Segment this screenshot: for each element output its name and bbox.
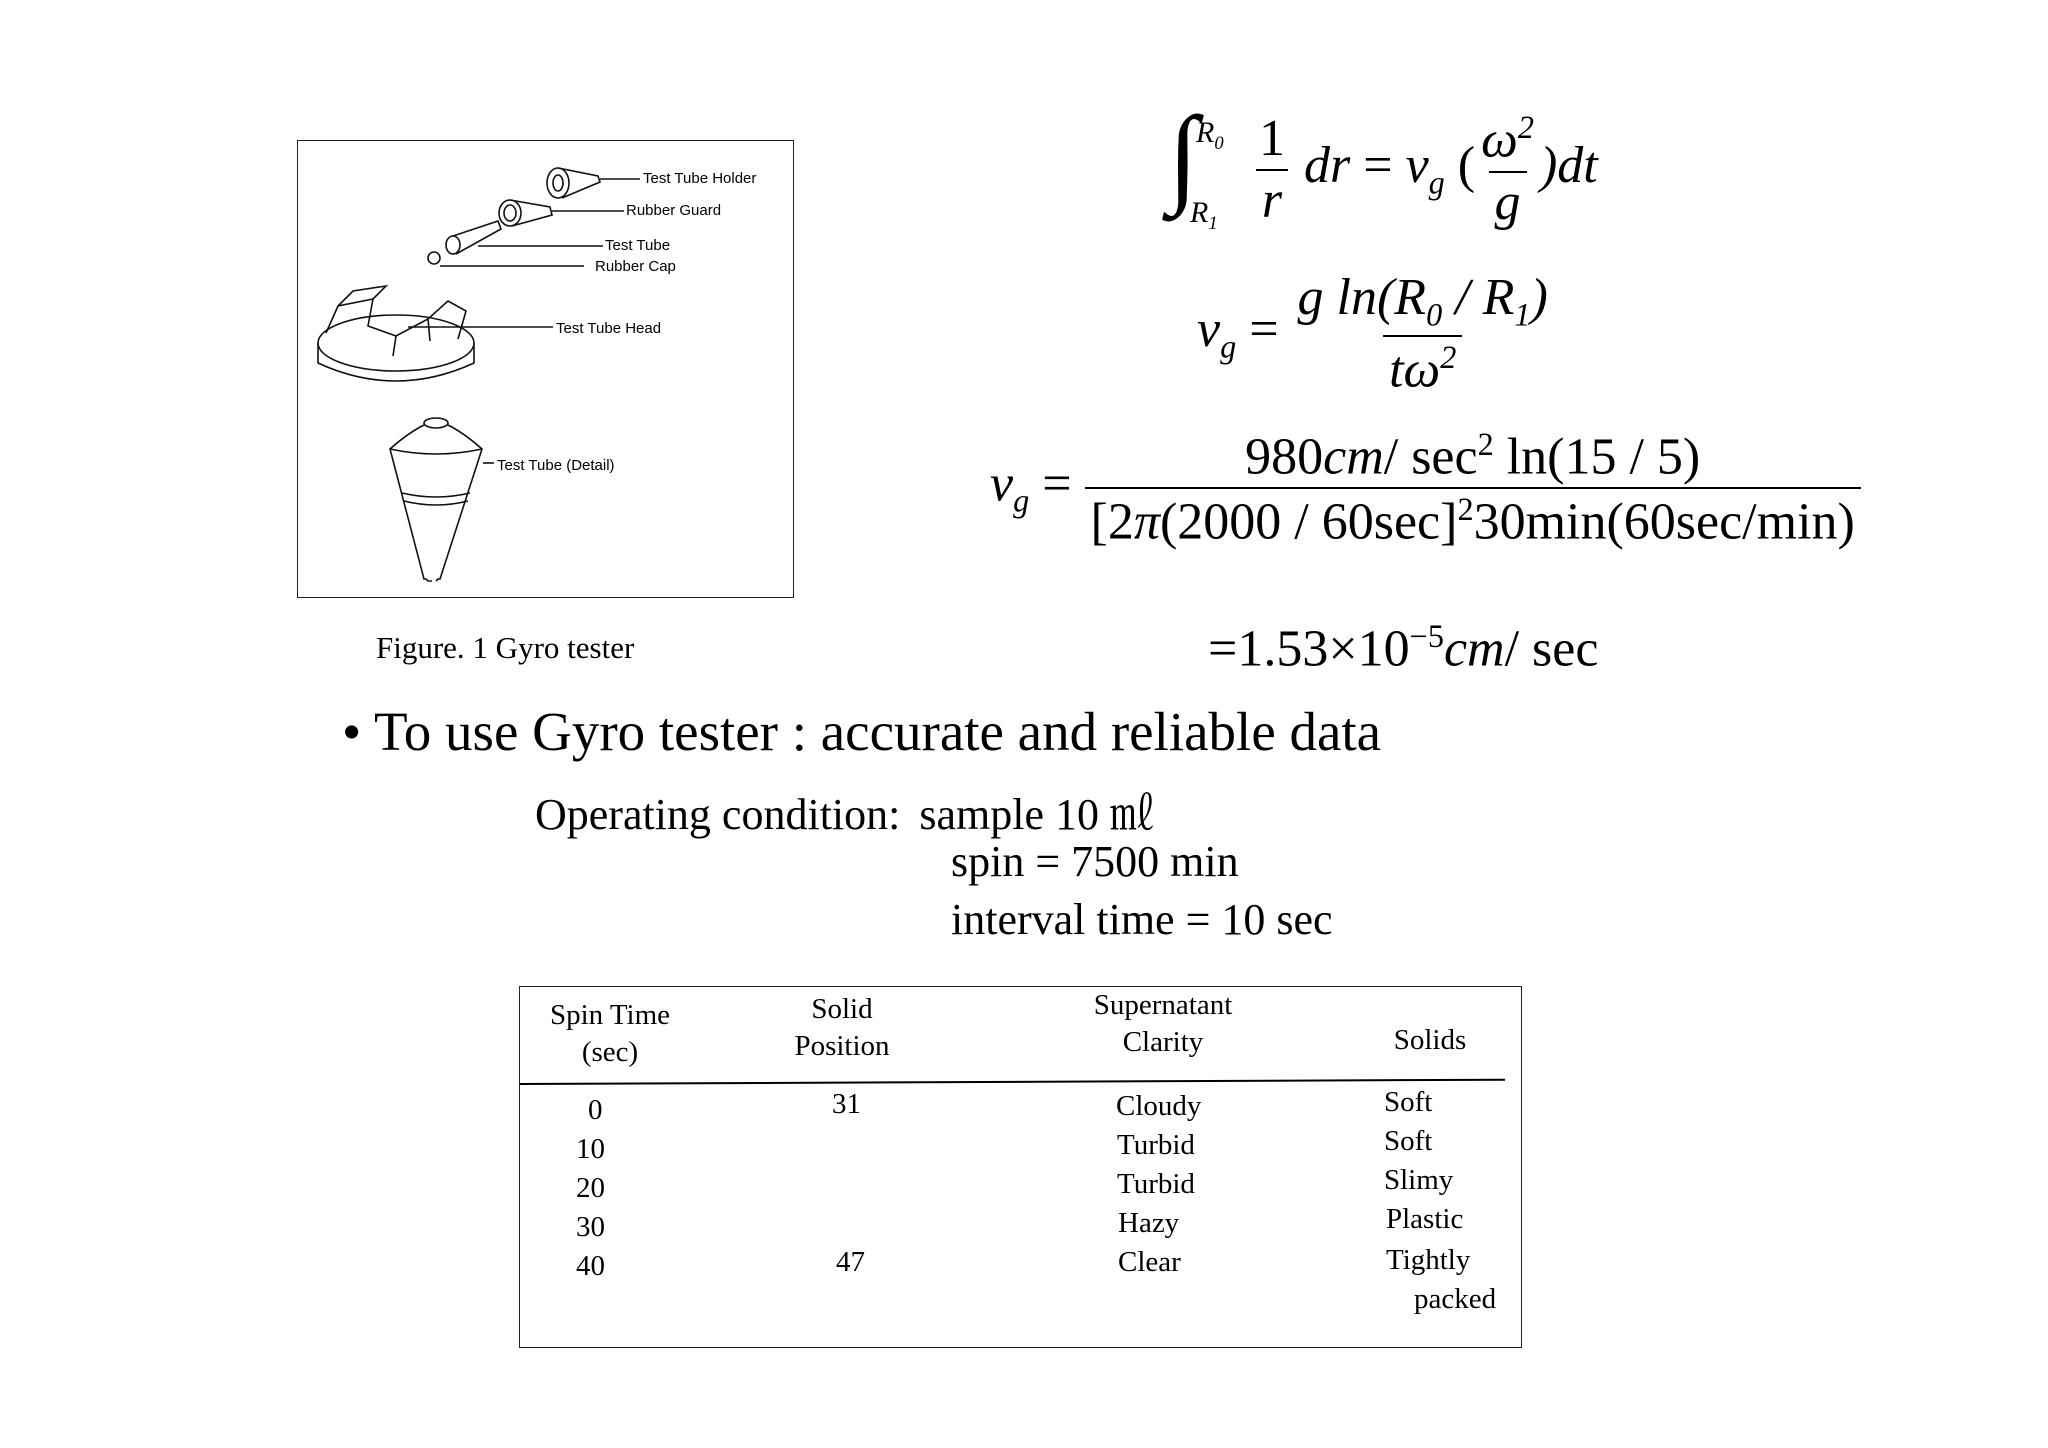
cell-time: 30	[576, 1211, 605, 1243]
bullet-point	[342, 700, 1381, 763]
cell-clarity: Turbid	[1117, 1129, 1195, 1161]
cell-clarity: Turbid	[1117, 1168, 1195, 1200]
cell-solids: Soft	[1384, 1086, 1433, 1118]
bullet-symbol: •	[342, 701, 362, 762]
table-row	[520, 1203, 1520, 1247]
table-row	[520, 1244, 1520, 1315]
rubber-guard-drawing	[499, 200, 624, 226]
one-over-r-fraction: $\frac{1}{r}$	[1253, 113, 1291, 227]
velocity-fraction: $\frac{g \ln(R_0 / R_1)}{t\omega^2}$	[1297, 269, 1548, 398]
cell-solids-continued: packed	[1414, 1283, 1497, 1315]
cell-time: 0	[588, 1094, 603, 1126]
spin-test-table	[519, 986, 1522, 1348]
rubber-cap-label: Rubber Cap	[595, 258, 676, 275]
cell-time: 20	[576, 1172, 605, 1204]
cell-solids: Soft	[1384, 1125, 1433, 1157]
test-tube-drawing	[446, 221, 603, 254]
operating-condition-label: Operating condition:	[535, 790, 901, 839]
cell-position: 47	[836, 1246, 865, 1278]
test-tube-label: Test Tube	[605, 237, 671, 254]
omega-squared-over-g-fraction: $\frac{\omega^2}{g}$	[1481, 109, 1534, 231]
equation-result: $=1.53\times 10^{-5}cm/$ sec	[1208, 618, 1599, 678]
header-spin-time: Spin Time (sec)	[549, 999, 671, 1068]
interval-condition: interval time = 10 sec	[951, 895, 1333, 944]
sample-condition: sample 10 ㎖	[919, 790, 1155, 839]
header-solid-position: Solid Position	[794, 993, 890, 1062]
cell-time: 10	[576, 1133, 605, 1165]
cell-clarity: Hazy	[1118, 1207, 1180, 1239]
test-tube-holder-drawing	[547, 168, 640, 198]
equation-integral: ∫ $R_0$ $R_1$ $\frac{1}{r}$ dr = $v_g$ ( $\frac{\omega^2}{g}$ )dt	[1168, 100, 1598, 240]
figure-caption: Figure. 1 Gyro tester	[376, 630, 635, 665]
cell-clarity: Cloudy	[1116, 1090, 1202, 1122]
table-divider	[520, 1079, 1505, 1085]
test-tube-holder-label: Test Tube Holder	[643, 170, 757, 187]
test-tube-detail-label: Test Tube (Detail)	[497, 457, 615, 474]
gyro-tester-figure	[297, 140, 794, 598]
cell-solids: Slimy	[1384, 1164, 1454, 1196]
header-solids: Solids	[1393, 1024, 1467, 1056]
cell-time: 40	[576, 1250, 605, 1282]
cell-position: 31	[832, 1088, 861, 1120]
test-tube-head-drawing	[318, 286, 553, 381]
table-row	[520, 1125, 1520, 1169]
cell-solids: Plastic	[1386, 1203, 1464, 1235]
spin-condition: spin = 7500 min	[951, 837, 1239, 886]
substitution-fraction: $\frac{980cm/ \sec^2 \ln(15 / 5)}{[2\pi(2000 / 60\sec]^230\min(60\sec/\min)}$	[1085, 428, 1861, 549]
header-supernatant-clarity: Supernatant Clarity	[1093, 989, 1233, 1058]
test-tube-detail-drawing	[390, 418, 494, 581]
cell-solids: Tightly	[1386, 1244, 1471, 1276]
table-row	[520, 1086, 1520, 1130]
test-tube-head-label: Test Tube Head	[556, 320, 662, 337]
rubber-guard-label: Rubber Guard	[626, 202, 722, 219]
equation-velocity: $v_g$ = $\frac{g \ln(R_0 / R_1)}{t\omega^2}$	[1197, 272, 1554, 396]
table-row	[520, 1164, 1520, 1208]
integral-sign: ∫ $R_0$ $R_1$	[1168, 94, 1224, 234]
cell-clarity: Clear	[1118, 1246, 1181, 1278]
equation-substitution: $v_g$ = $\frac{980cm/ \sec^2 \ln(15 / 5)}{[2\pi(2000 / 60\sec]^230\min(60\sec/\min)}$	[990, 428, 1861, 549]
operating-condition-row	[535, 778, 1154, 842]
bullet-text: To use Gyro tester : accurate and reliable data	[374, 701, 1382, 762]
